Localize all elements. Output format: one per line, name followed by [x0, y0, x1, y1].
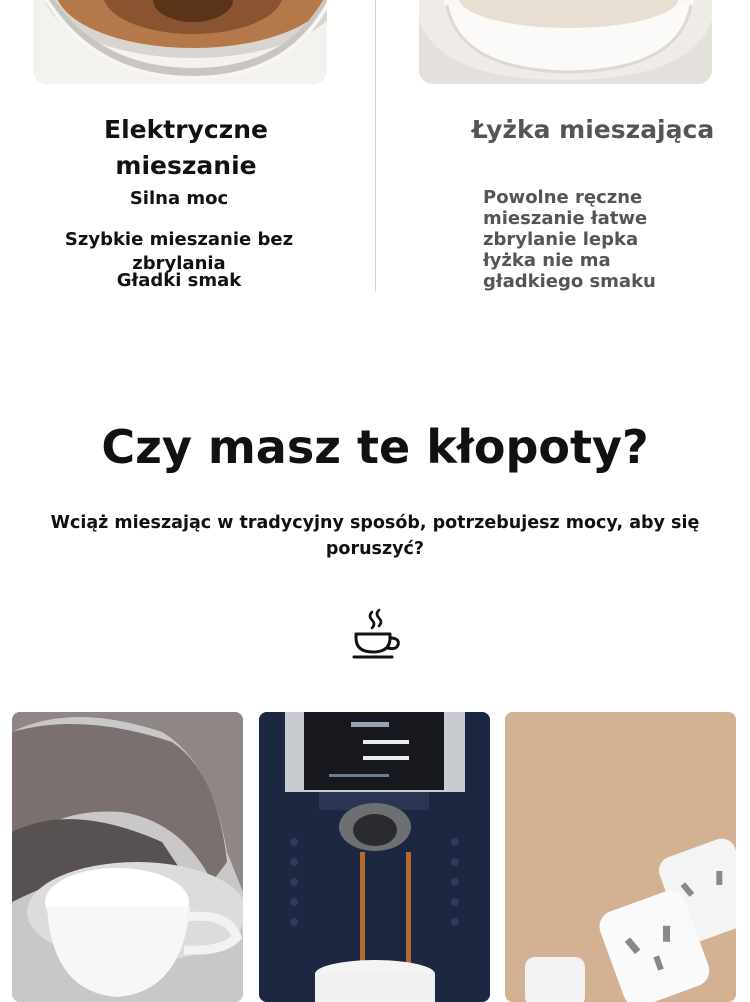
- spoon-description-line: mieszanie łatwe: [483, 208, 648, 229]
- power-sockets-photo: [505, 712, 736, 1002]
- spoon-description-line: łyżka nie ma: [483, 250, 611, 271]
- manual-spoon-cup-image: [419, 0, 712, 84]
- column-divider: [375, 0, 376, 292]
- electric-mug-image: [33, 0, 327, 84]
- spoon-stirring-title: Łyżka mieszająca: [471, 115, 715, 144]
- spoon-description-line: gładkiego smaku: [483, 271, 656, 292]
- electric-stirring-title: Elektryczne mieszanie: [104, 115, 268, 180]
- knitted-hat-and-cup-photo: [12, 712, 243, 1002]
- feature-smooth-taste: Gładki smak: [116, 270, 242, 291]
- coffee-machine-photo: [259, 712, 490, 1002]
- coffee-cup-icon: [350, 608, 402, 660]
- feature-fast-mixing: Szybkie mieszanie bez zbrylania: [64, 229, 294, 274]
- problems-heading: Czy masz te kłopoty?: [101, 420, 649, 474]
- spoon-description-line: Powolne ręczne: [483, 187, 643, 208]
- spoon-description-line: zbrylanie lepka: [483, 229, 639, 250]
- problems-subheading: Wciąż mieszając w tradycyjny sposób, potrzebujesz mocy, aby się poruszyć?: [50, 513, 700, 559]
- feature-strong-power: Silna moc: [129, 188, 229, 209]
- spoon-description: [483, 187, 673, 292]
